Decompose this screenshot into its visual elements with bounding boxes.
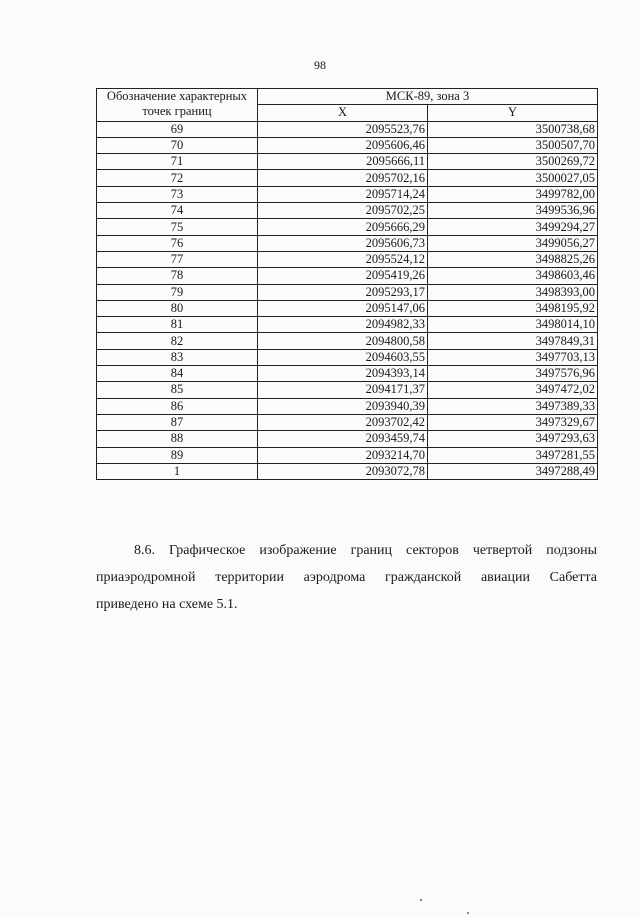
y-cell: 3500027,05: [428, 170, 598, 186]
point-cell: 83: [97, 349, 258, 365]
y-cell: 3499536,96: [428, 203, 598, 219]
y-cell: 3498393,00: [428, 284, 598, 300]
table-row: [97, 235, 598, 251]
x-cell: 2093940,39: [258, 398, 428, 414]
x-cell: 2095523,76: [258, 121, 428, 137]
point-cell: 78: [97, 268, 258, 284]
x-cell: 2095606,46: [258, 137, 428, 153]
point-cell: 81: [97, 317, 258, 333]
table-row: [97, 186, 598, 202]
point-cell: 77: [97, 251, 258, 267]
table-row: [97, 382, 598, 398]
point-cell: 88: [97, 431, 258, 447]
x-cell: 2095666,11: [258, 154, 428, 170]
table-row: [97, 121, 598, 137]
section-paragraph: [96, 537, 597, 618]
table-row: [97, 431, 598, 447]
y-cell: 3500269,72: [428, 154, 598, 170]
point-cell: 74: [97, 203, 258, 219]
table-row: [97, 349, 598, 365]
point-cell: 1: [97, 463, 258, 479]
point-cell: 71: [97, 154, 258, 170]
y-cell: 3497849,31: [428, 333, 598, 349]
table-row: [97, 219, 598, 235]
y-cell: 3498014,10: [428, 317, 598, 333]
table-row: [97, 333, 598, 349]
x-cell: 2094603,55: [258, 349, 428, 365]
point-cell: 85: [97, 382, 258, 398]
table-row: [97, 447, 598, 463]
y-cell: 3497576,96: [428, 366, 598, 382]
point-cell: 73: [97, 186, 258, 202]
x-cell: 2094393,14: [258, 366, 428, 382]
y-cell: 3498825,26: [428, 251, 598, 267]
y-cell: 3497472,02: [428, 382, 598, 398]
x-cell: 2095666,29: [258, 219, 428, 235]
point-cell: 82: [97, 333, 258, 349]
y-cell: 3499294,27: [428, 219, 598, 235]
x-cell: 2095606,73: [258, 235, 428, 251]
y-cell: 3499782,00: [428, 186, 598, 202]
table-row: [97, 414, 598, 430]
paragraph-line-2: приаэродромной территории аэродрома гражданской авиации Сабетта: [96, 570, 597, 585]
x-cell: 2095524,12: [258, 251, 428, 267]
page-number: 98: [314, 58, 326, 72]
y-cell: 3499056,27: [428, 235, 598, 251]
x-cell: 2093072,78: [258, 463, 428, 479]
point-cell: 86: [97, 398, 258, 414]
x-cell: 2095714,24: [258, 186, 428, 202]
point-cell: 69: [97, 121, 258, 137]
point-cell: 84: [97, 366, 258, 382]
point-cell: 75: [97, 219, 258, 235]
x-cell: 2094171,37: [258, 382, 428, 398]
x-cell: 2094800,58: [258, 333, 428, 349]
x-cell: 2095419,26: [258, 268, 428, 284]
y-cell: 3498195,92: [428, 300, 598, 316]
table-row: [97, 137, 598, 153]
table-row: [97, 170, 598, 186]
y-cell: 3497293,63: [428, 431, 598, 447]
x-cell: 2093459,74: [258, 431, 428, 447]
y-cell: 3497288,49: [428, 463, 598, 479]
point-cell: 76: [97, 235, 258, 251]
table-row: [97, 251, 598, 267]
y-cell: 3500507,70: [428, 137, 598, 153]
x-cell: 2095702,25: [258, 203, 428, 219]
y-cell: 3498603,46: [428, 268, 598, 284]
y-cell: 3497389,33: [428, 398, 598, 414]
table-row: [97, 203, 598, 219]
y-cell: 3497703,13: [428, 349, 598, 365]
y-cell: 3500738,68: [428, 121, 598, 137]
y-cell: 3497281,55: [428, 447, 598, 463]
point-cell: 72: [97, 170, 258, 186]
point-cell: 87: [97, 414, 258, 430]
paragraph-line-1: 8.6. Графическое изображение границ секторов четвертой подзоны: [134, 543, 597, 558]
x-cell: 2095293,17: [258, 284, 428, 300]
point-cell: 89: [97, 447, 258, 463]
x-cell: 2093214,70: [258, 447, 428, 463]
header-point-designation: Обозначение характерных точек границ: [97, 89, 258, 122]
y-cell: 3497329,67: [428, 414, 598, 430]
table-row: [97, 366, 598, 382]
table-row: [97, 398, 598, 414]
table-row: [97, 317, 598, 333]
point-cell: 70: [97, 137, 258, 153]
table-row: [97, 154, 598, 170]
table-body: [97, 121, 598, 480]
x-cell: 2095702,16: [258, 170, 428, 186]
point-cell: 80: [97, 300, 258, 316]
x-cell: 2095147,06: [258, 300, 428, 316]
coordinates-table: [96, 88, 598, 480]
table-row: [97, 268, 598, 284]
header-y: Y: [428, 105, 598, 121]
point-cell: 79: [97, 284, 258, 300]
table-row: [97, 463, 598, 479]
x-cell: 2093702,42: [258, 414, 428, 430]
x-cell: 2094982,33: [258, 317, 428, 333]
paragraph-line-3: приведено на схеме 5.1.: [96, 597, 238, 612]
table-row: [97, 284, 598, 300]
header-coordinate-system: МСК-89, зона 3: [258, 89, 598, 105]
table-row: [97, 300, 598, 316]
header-x: X: [258, 105, 428, 121]
